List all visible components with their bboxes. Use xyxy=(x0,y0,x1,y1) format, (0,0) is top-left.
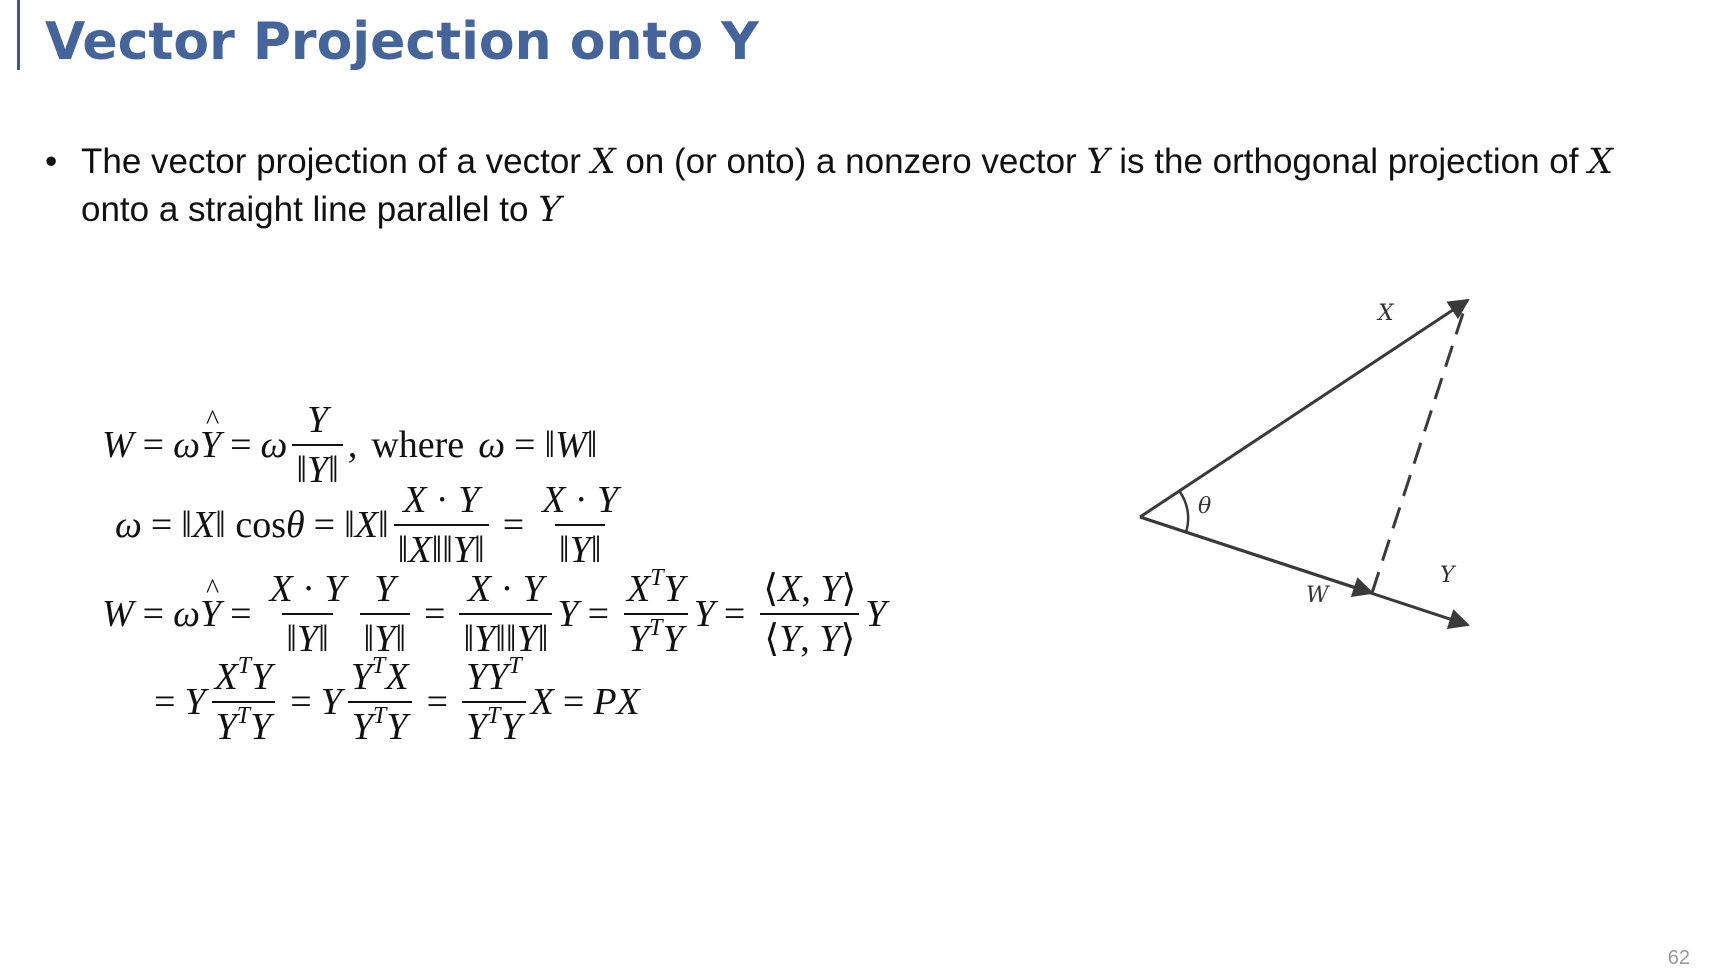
vector-x-arrow xyxy=(1140,300,1468,517)
vector-w-label: W xyxy=(1306,583,1329,608)
title-accent-bar xyxy=(17,0,20,70)
bullet-dot-icon: • xyxy=(45,142,58,181)
equation-line-1: W = ω ^ Y = ω $\frac{Y}{‖Y‖}$ , where ω = ‖ W ‖ xyxy=(102,398,597,492)
equation-line-4: = Y $\frac{X^TY}{Y^TY}$ = Y $\frac{Y^TX}{Y^TY}$ = $\frac{YY^T}{Y^TY}$ X = P X xyxy=(154,653,640,748)
page-number: 62 xyxy=(1667,947,1690,969)
orthogonal-dashed-line xyxy=(1372,304,1466,593)
vector-w-arrow xyxy=(1140,517,1372,593)
vector-projection-diagram xyxy=(1100,280,1480,640)
equation-line-3: W = ω ^ Y = $\frac{X \cdot Y}{‖Y‖}$ $\frac{Y}{‖Y‖}$ = $\frac{X \cdot Y}{‖Y‖‖Y‖}$ Y = $\frac{X^TY}{Y^TY}$ Y = $\frac{⟨X, Y⟩}{⟨Y, Y⟩}$ Y xyxy=(102,567,886,661)
vector-x-label: X xyxy=(1378,301,1394,326)
angle-arc xyxy=(1180,492,1188,532)
theta-label: θ xyxy=(1198,494,1212,519)
bullet-text: The vector projection of a vector X on (or onto) a nonzero vector Y is the orthogonal projection of X onto a straight line parallel to Y xyxy=(81,142,1614,230)
vector-y-label: Y xyxy=(1440,563,1455,588)
slide-title: Vector Projection onto Y xyxy=(45,12,759,72)
equation-line-2: ω = ‖ X ‖ cos θ = ‖ X ‖ $\frac{X \cdot Y}{‖X‖‖Y‖}$ = $\frac{X \cdot Y}{‖Y‖}$ xyxy=(115,479,619,571)
